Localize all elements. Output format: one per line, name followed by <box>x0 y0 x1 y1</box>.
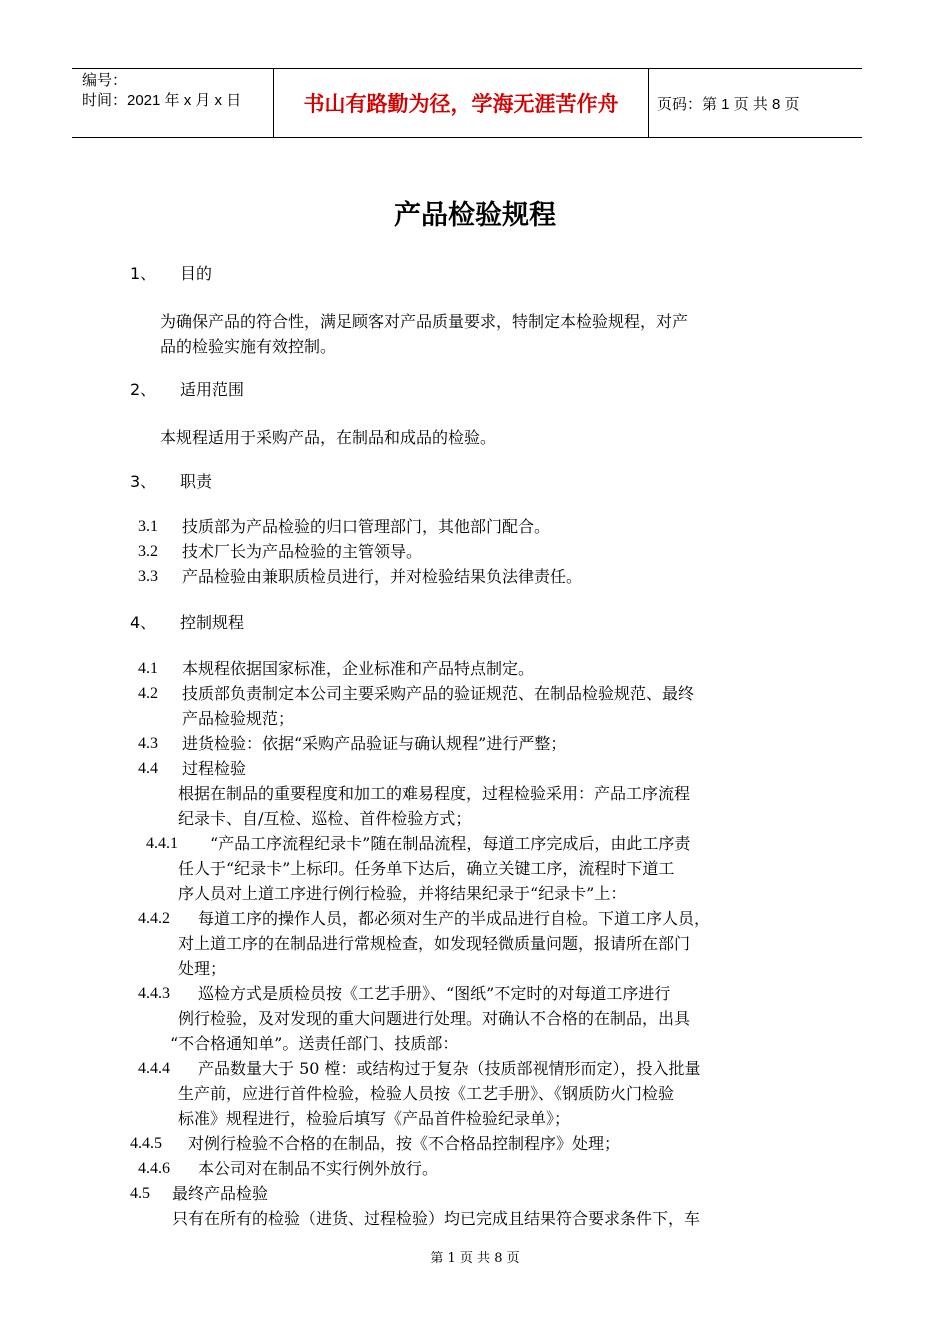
item-4-4-4-text-line-2: 生产前，应进行首件检验，检验人员按《工艺手册》、《钢质防火门检验 <box>178 1084 675 1103</box>
item-4-4-paragraph-line-2: 纪录卡、自/互检、巡检、首件检验方式； <box>178 809 472 828</box>
section-1-paragraph-line-2: 品的检验实施有效控制。 <box>160 337 337 356</box>
item-4-3-number: 4.3 <box>138 735 158 752</box>
item-4-4-paragraph-line-1: 根据在制品的重要程度和加工的难易程度，过程检验采用：产品工序流程 <box>178 784 691 803</box>
item-4-4-1-text-line-2: 任人于“纪录卡”上标印。任务单下达后，确立关键工序，流程时下道工 <box>178 859 675 878</box>
item-4-4-4-number: 4.4.4 <box>138 1060 170 1077</box>
item-4-4-3-text-line-1: 巡检方式是质检员按《工艺手册》、“图纸”不定时的对每道工序进行 <box>198 984 671 1003</box>
item-4-2-text-line-2: 产品检验规范； <box>182 709 295 728</box>
item-4-4-5-number: 4.4.5 <box>130 1135 162 1152</box>
header-meta-cell <box>72 69 274 137</box>
section-2-title: 适用范围 <box>180 380 245 399</box>
item-4-4-1-text-line-1: “产品工序流程纪录卡”随在制品流程，每道工序完成后，由此工序责 <box>210 834 691 853</box>
section-2-paragraph: 本规程适用于采购产品，在制品和成品的检验。 <box>160 428 497 447</box>
item-3-3-text: 产品检验由兼职质检员进行，并对检验结果负法律责任。 <box>182 567 583 586</box>
item-4-2-number: 4.2 <box>138 685 158 702</box>
item-3-1-number: 3.1 <box>138 518 158 535</box>
document-number-label: 编号： <box>82 72 128 89</box>
header-table <box>72 68 862 138</box>
section-2-number: 2、 <box>130 380 157 399</box>
header-page-info: 页码：第 1 页 共 8 页 <box>657 95 800 113</box>
item-4-3-text: 进货检验：依据“采购产品验证与确认规程”进行严整； <box>182 734 567 753</box>
item-4-4-2-text-line-2: 对上道工序的在制品进行常规检查，如发现轻微质量问题，报请所在部门 <box>178 934 691 953</box>
section-4-title: 控制规程 <box>180 613 245 632</box>
item-4-4-1-text-line-3: 序人员对上道工序进行例行检验，并将结果纪录于“纪录卡”上： <box>178 884 627 903</box>
item-4-4-3-text-line-3: “不合格通知单”。送责任部门、技质部： <box>170 1034 459 1053</box>
document-time-label: 时间：2021 年 x 月 x 日 <box>82 92 242 109</box>
item-4-5-paragraph-line-1: 只有在所有的检验（进货、过程检验）均已完成且结果符合要求条件下，车 <box>172 1209 701 1228</box>
item-3-2-number: 3.2 <box>138 543 158 560</box>
section-1-paragraph-line-1: 为确保产品的符合性，满足顾客对产品质量要求，特制定本检验规程，对产 <box>160 312 689 331</box>
item-4-4-number: 4.4 <box>138 760 158 777</box>
item-4-1-number: 4.1 <box>138 660 158 677</box>
section-1-title: 目的 <box>180 264 213 283</box>
item-4-4-2-number: 4.4.2 <box>138 910 170 927</box>
item-3-3-number: 3.3 <box>138 568 158 585</box>
item-4-1-text: 本规程依据国家标准，企业标准和产品特点制定。 <box>182 659 535 678</box>
item-4-5-text: 最终产品检验 <box>172 1184 269 1203</box>
item-4-4-3-number: 4.4.3 <box>138 985 170 1002</box>
section-1-number: 1、 <box>130 264 157 283</box>
item-4-4-4-text-line-3: 标准》规程进行，检验后填写《产品首件检验纪录单》； <box>178 1109 571 1128</box>
item-4-5-number: 4.5 <box>130 1185 150 1202</box>
item-3-1-text: 技质部为产品检验的归口管理部门，其他部门配合。 <box>182 517 551 536</box>
item-3-2-text: 技术厂长为产品检验的主管领导。 <box>182 542 423 561</box>
item-4-4-4-text-line-1: 产品数量大于 50 樘：或结构过于复杂（技质部视情形而定），投入批量 <box>198 1059 701 1078</box>
item-4-4-6-number: 4.4.6 <box>138 1160 170 1177</box>
item-4-4-3-text-line-2: 例行检验，及对发现的重大问题进行处理。对确认不合格的在制品，出具 <box>178 1009 691 1028</box>
item-4-4-2-text-line-3: 处理； <box>178 959 227 978</box>
item-4-2-text-line-1: 技质部负责制定本公司主要采购产品的验证规范、在制品检验规范、最终 <box>182 684 695 703</box>
section-3-title: 职责 <box>180 472 213 491</box>
page-footer: 第 1 页 共 8 页 <box>430 1251 520 1266</box>
document-title: 产品检验规程 <box>394 200 556 231</box>
section-4-number: 4、 <box>130 613 157 632</box>
header-motto: 书山有路勤为径，学海无涯苦作舟 <box>274 69 649 137</box>
item-4-4-6-text: 本公司对在制品不实行例外放行。 <box>198 1159 439 1178</box>
item-4-4-2-text-line-1: 每道工序的操作人员，都必须对生产的半成品进行自检。下道工序人员， <box>198 909 711 928</box>
item-4-4-5-text: 对例行检验不合格的在制品，按《不合格品控制程序》处理； <box>188 1134 621 1153</box>
item-4-4-text: 过程检验 <box>182 759 247 778</box>
section-3-number: 3、 <box>130 472 157 491</box>
item-4-4-1-number: 4.4.1 <box>146 835 178 852</box>
